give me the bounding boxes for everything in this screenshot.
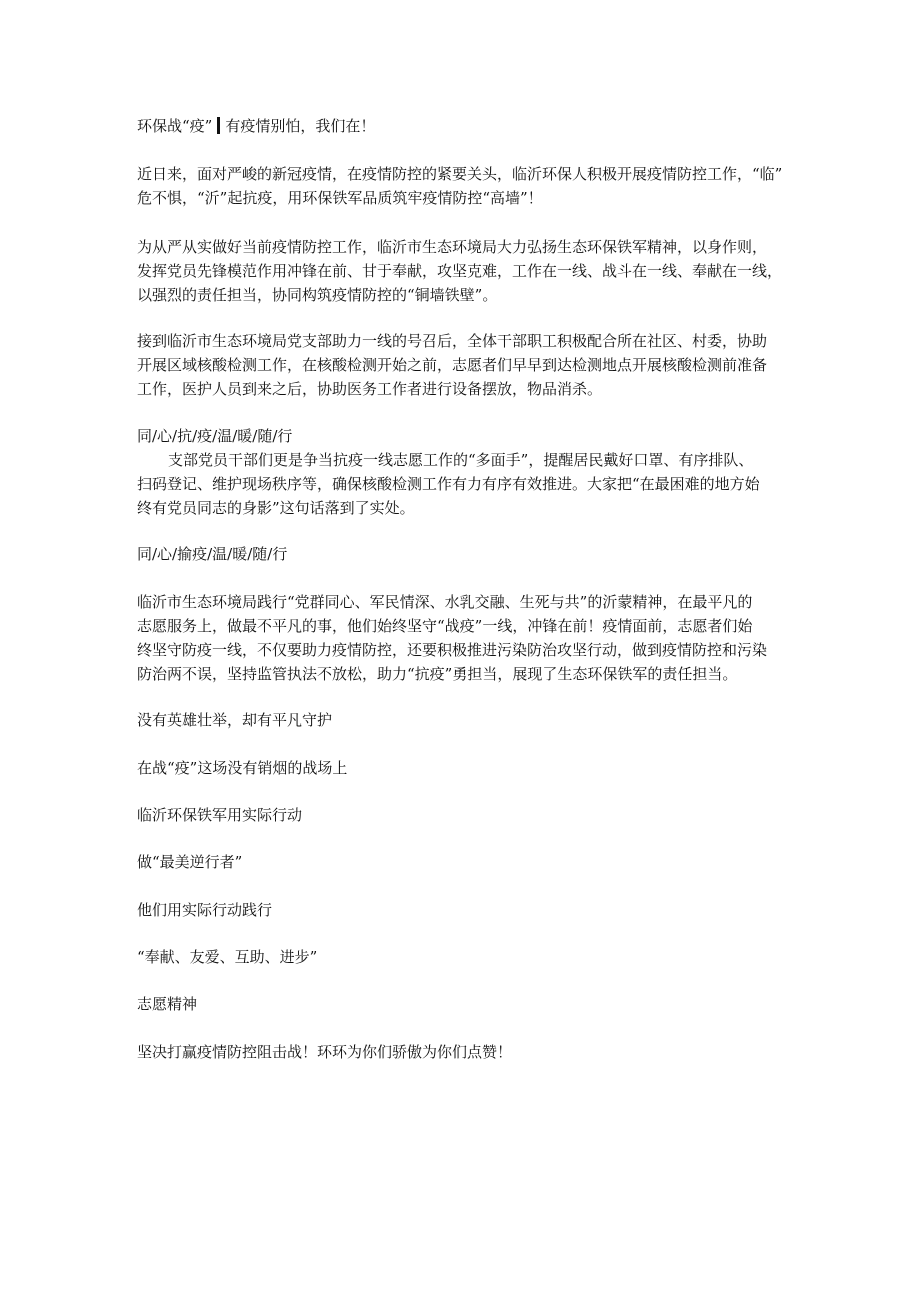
short-line-1 (137, 708, 797, 732)
title-separator-bar (217, 117, 220, 134)
paragraph-work-deployment (137, 235, 797, 307)
paragraph-line: 终有党员同志的身影”这句话落到了实处。 (137, 499, 415, 517)
paragraph-party-members (137, 448, 797, 520)
paragraph-line: 防治两不误，坚持监管执法不放松，助力“抗疫”勇担当，展现了生态环保铁军的责任担当。 (137, 665, 738, 683)
short-line: 做“最美逆行者” (137, 853, 243, 871)
paragraph-line: 发挥党员先锋模范作用冲锋在前、甘于奉献，攻坚克难，工作在一线、战斗在一线、奉献在一线， (137, 262, 783, 280)
paragraph-line: 为从严从实做好当前疫情防控工作，临沂市生态环境局大力弘扬生态环保铁军精神，以身作则， (137, 238, 768, 256)
short-line-6 (137, 945, 797, 969)
short-line-8 (137, 1040, 797, 1064)
section-heading-2 (137, 542, 797, 566)
section-heading-1 (137, 424, 797, 448)
title-right: 有疫情别怕，我们在！ (225, 117, 376, 135)
short-line-3 (137, 803, 797, 827)
short-line-7 (137, 992, 797, 1016)
short-line: “奉献、友爱、互助、进步” (137, 948, 318, 966)
short-line: 志愿精神 (137, 995, 198, 1013)
paragraph-line: 志愿服务上，做最不平凡的事，他们始终坚守“战疫”一线，冲锋在前！疫情面前，志愿者们始 (137, 617, 753, 635)
paragraph-line: 以强烈的责任担当，协同构筑疫情防控的“铜墙铁壁”。 (137, 286, 498, 304)
section-heading: 同/心/抗/疫/温/暖/随/行 (137, 427, 293, 445)
section-heading: 同/心/揄疫/温/暖/随/行 (137, 545, 288, 563)
paragraph-line: 接到临沂市生态环境局党支部助力一线的号召后，全体干部职工积极配合所在社区、村委，协助 (137, 332, 768, 350)
paragraph-line: 开展区域核酸检测工作，在核酸检测开始之前，志愿者们早早到达检测地点开展核酸检测前准备 (137, 356, 768, 374)
short-line-5 (137, 898, 797, 922)
paragraph-line: 危不惧，“沂”起抗疫，用环保铁军品质筑牢疫情防控“高墙”！ (137, 189, 543, 207)
paragraph-yimeng-spirit (137, 590, 797, 686)
short-line: 他们用实际行动践行 (137, 901, 273, 919)
title-left: 环保战“疫” (137, 117, 213, 135)
paragraph-line: 工作，医护人员到来之后，协助医务工作者进行设备摆放，物品消杀。 (137, 380, 603, 398)
short-line: 坚决打赢疫情防控阻击战！环环为你们骄傲为你们点赞！ (137, 1043, 513, 1061)
paragraph-line: 临沂市生态环境局践行“党群同心、军民情深、水乳交融、生死与共”的沂蒙精神，在最平凡的 (137, 593, 753, 611)
paragraph-volunteer-testing (137, 329, 797, 401)
article-title (137, 114, 375, 138)
paragraph-line: 终坚守防疫一线，不仅要助力疫情防控，还要积极推进污染防治攻坚行动，做到疫情防控和污染 (137, 641, 768, 659)
short-line: 没有英雄壮举，却有平凡守护 (137, 711, 333, 729)
paragraph-line: 扫码登记、维护现场秩序等，确保核酸检测工作有力有序有效推进。大家把“在最困难的地方始 (137, 475, 760, 493)
paragraph-line: 支部党员干部们更是争当抗疫一线志愿工作的“多面手”，提醒居民戴好口罩、有序排队、 (168, 451, 754, 469)
short-line: 临沂环保铁军用实际行动 (137, 806, 303, 824)
short-line-4 (137, 850, 797, 874)
short-line-2 (137, 756, 797, 780)
short-line: 在战“疫”这场没有销烟的战场上 (137, 759, 348, 777)
paragraph-line: 近日来，面对严峻的新冠疫情，在疫情防控的紧要关头，临沂环保人积极开展疫情防控工作，“临” (137, 165, 783, 183)
paragraph-intro (137, 162, 797, 210)
